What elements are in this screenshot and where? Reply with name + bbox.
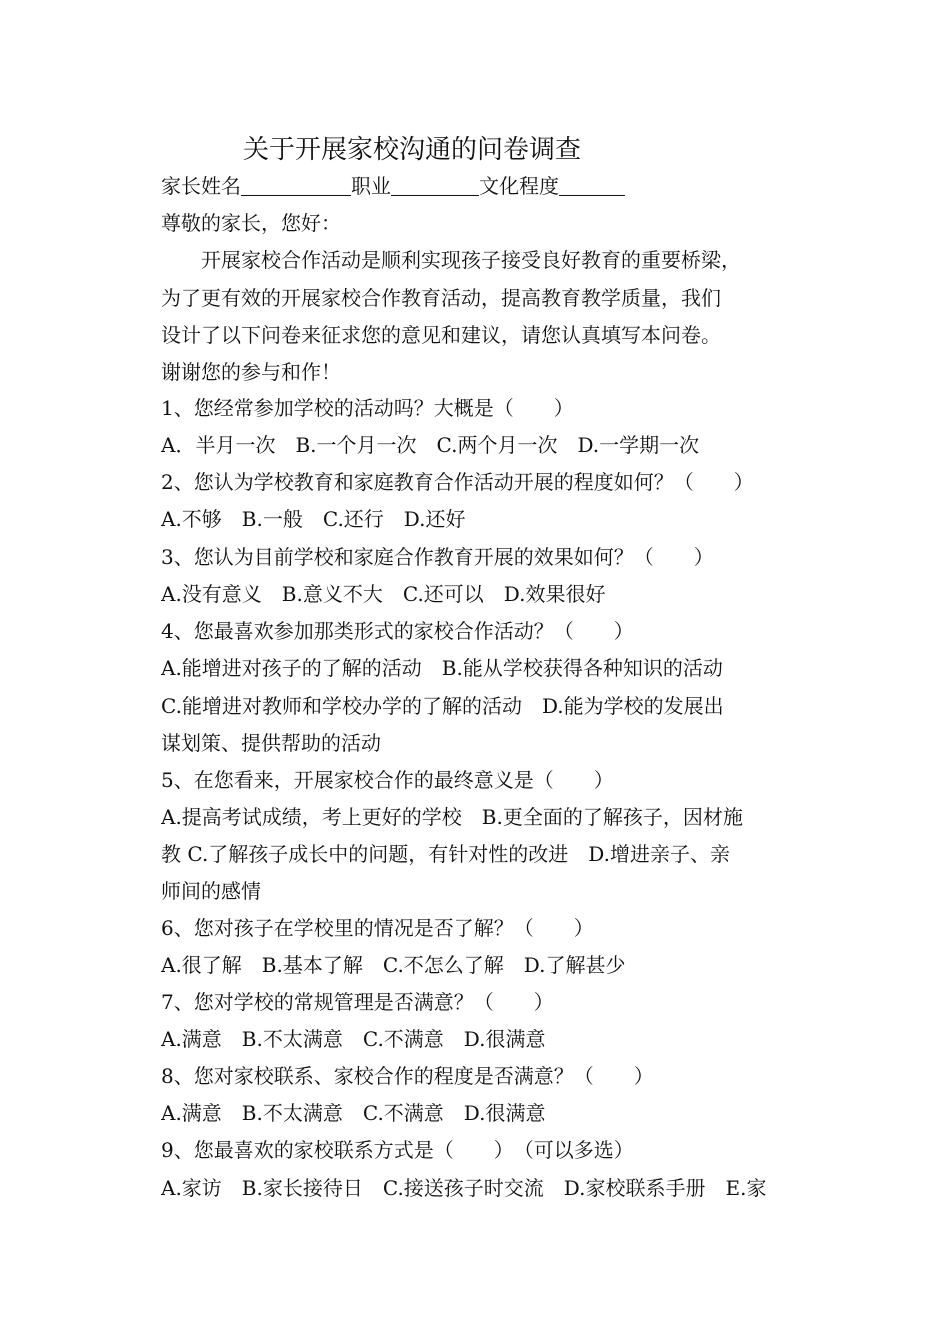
question-9: 9、您最喜欢的家校联系方式是（ ） （可以多选） xyxy=(161,1138,634,1162)
intro-line: 为了更有效的开展家校合作教育活动，提高教育教学质量，我们 xyxy=(161,286,721,310)
question-1: 1、您经常参加学校的活动吗？大概是（ ） xyxy=(161,396,574,420)
question-8: 8、您对家校联系、家校合作的程度是否满意？（ ） xyxy=(161,1064,654,1088)
greeting: 尊敬的家长，您好： xyxy=(161,211,341,235)
intro-line: 设计了以下问卷来征求您的意见和建议，请您认真填写本问卷。 xyxy=(161,323,721,347)
question-6-options: A.很了解 B.基本了解 C.不怎么了解 D.了解甚少 xyxy=(161,953,626,977)
question-2: 2、您认为学校教育和家庭教育合作活动开展的程度如何？（ ） xyxy=(161,470,754,494)
question-8-options: A.满意 B.不太满意 C.不满意 D.很满意 xyxy=(161,1101,546,1125)
intro-line: 谢谢您的参与和作！ xyxy=(161,360,341,384)
education-label: 文化程度 xyxy=(479,174,559,198)
question-6: 6、您对孩子在学校里的情况是否了解？（ ） xyxy=(161,916,594,940)
question-3-options: A.没有意义 B.意义不大 C.还可以 D.效果很好 xyxy=(161,582,606,606)
question-1-options: A．半月一次 B.一个月一次 C.两个月一次 D.一学期一次 xyxy=(161,433,700,457)
question-4: 4、您最喜欢参加那类形式的家校合作活动？（ ） xyxy=(161,619,634,643)
question-7: 7、您对学校的常规管理是否满意？（ ） xyxy=(161,990,554,1014)
question-7-options: A.满意 B.不太满意 C.不满意 D.很满意 xyxy=(161,1027,546,1051)
parent-name-label: 家长姓名 xyxy=(161,174,241,198)
question-4-options: A.能增进对孩子的了解的活动 B.能从学校获得各种知识的活动 xyxy=(161,656,723,680)
question-4-options: C.能增进对教师和学校办学的了解的活动 D.能为学校的发展出 xyxy=(161,694,724,718)
question-5-options: A.提高考试成绩，考上更好的学校 B.更全面的了解孩子，因材施 xyxy=(161,805,743,829)
document-title: 关于开展家校沟通的问卷调查 xyxy=(243,135,582,165)
parent-name-blank[interactable] xyxy=(241,173,351,196)
question-5-options: 师间的感情 xyxy=(161,879,261,903)
question-9-options: A.家访 B.家长接待日 C.接送孩子时交流 D.家校联系手册 E.家 xyxy=(161,1176,767,1200)
question-4-options: 谋划策、提供帮助的活动 xyxy=(161,731,381,755)
parent-info-line xyxy=(161,168,801,205)
occupation-blank[interactable] xyxy=(391,173,479,196)
question-5-options: 教 C.了解孩子成长中的问题，有针对性的改进 D.增进亲子、亲 xyxy=(161,842,730,866)
intro-line: 开展家校合作活动是顺利实现孩子接受良好教育的重要桥梁， xyxy=(161,248,741,272)
occupation-label: 职业 xyxy=(351,174,391,198)
question-3: 3、您认为目前学校和家庭合作教育开展的效果如何？（ ） xyxy=(161,545,714,569)
question-5: 5、在您看来，开展家校合作的最终意义是（ ） xyxy=(161,768,614,792)
education-blank[interactable] xyxy=(559,173,625,196)
question-2-options: A.不够 B.一般 C.还行 D.还好 xyxy=(161,507,466,531)
